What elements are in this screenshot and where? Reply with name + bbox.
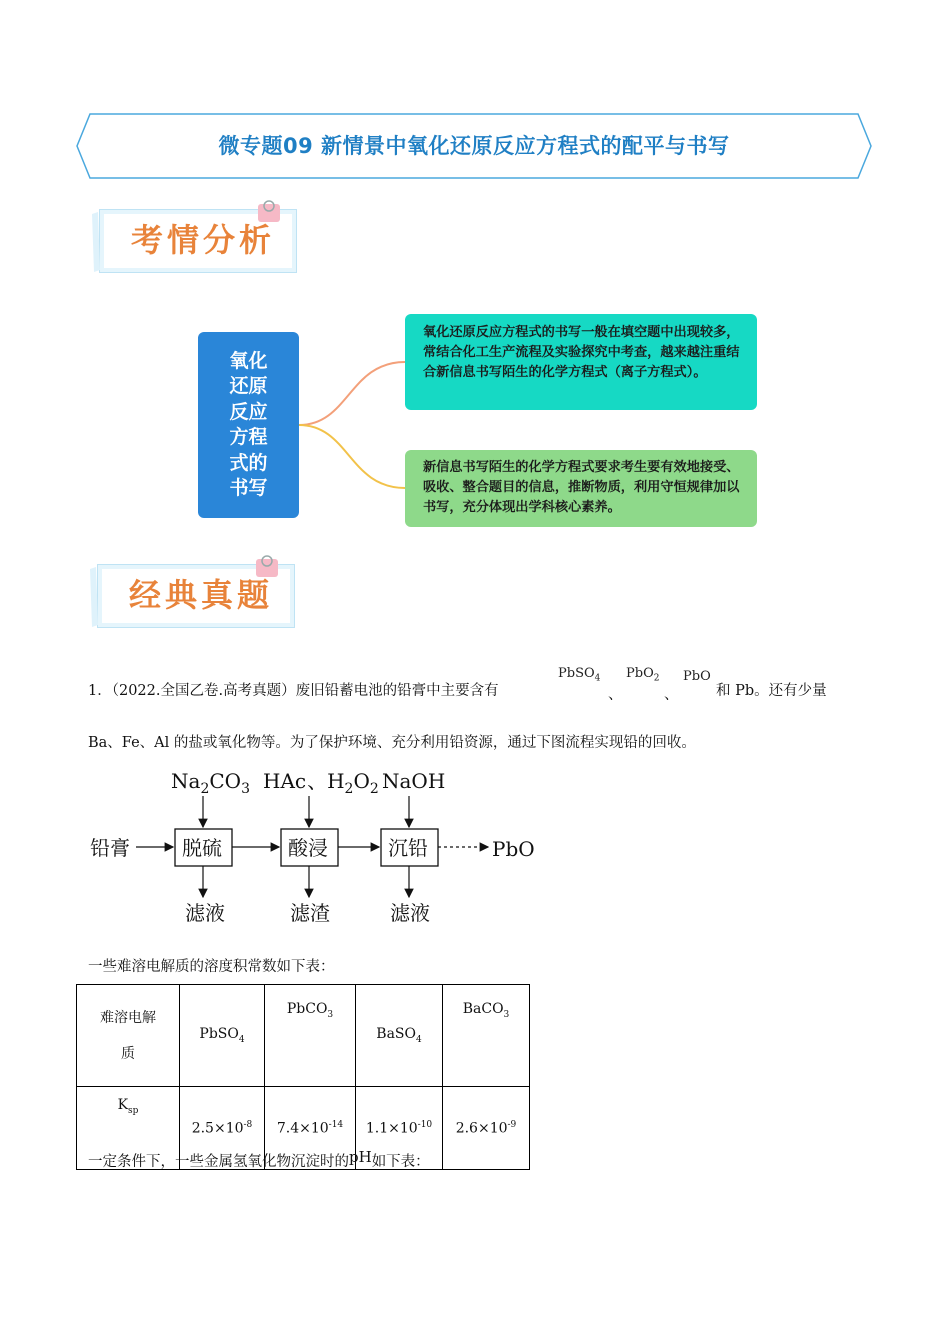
separator: 、	[608, 687, 623, 703]
question-1-line-2: Ba、Fe、Al 的盐或氧化物等。为了保护环境、充分利用铅资源，通过下图流程实现铅的回收。	[88, 735, 696, 751]
table-row-label: $K_{sp}$	[77, 1087, 180, 1170]
mindmap-branch-2: 新信息书写陌生的化学方程式要求考生要有效地接受、吸收、整合题目的信息，推断物质，利用守恒规律加以书写，充分体现出学科核心素养。	[405, 450, 757, 527]
step-label-3: 沉铅	[388, 836, 428, 860]
separator: 、	[664, 687, 679, 703]
table-intro: 一些难溶电解质的溶度积常数如下表：	[88, 959, 335, 975]
reagent-na2co3: $Na_2CO_3$	[171, 769, 250, 797]
mindmap-center-label: 氧化还原反应方程式的书写	[229, 349, 268, 499]
question-1-line-1-tail: 和 Pb。还有少量	[716, 683, 827, 699]
section-tag-exam-label: 经典真题	[128, 576, 273, 614]
step-label-1: 脱硫	[182, 836, 222, 860]
step-label-2: 酸浸	[288, 836, 328, 860]
formula-pbo2: PbO$_2$	[626, 666, 660, 684]
reagent-hac-h2o2: HAc、$H_2O_2$	[263, 769, 379, 797]
formula-pbo: PbO	[683, 669, 711, 684]
section-tag-analysis-label: 考情分析	[130, 221, 275, 259]
waste-2: 滤渣	[290, 901, 330, 925]
process-flow-diagram	[88, 763, 538, 933]
mindmap-center	[198, 332, 299, 518]
waste-3: 滤液	[390, 901, 430, 925]
section-tag-analysis	[88, 200, 306, 278]
formula-pbso4: PbSO$_4$	[558, 666, 601, 684]
table-header-label: 难溶电解 质	[77, 985, 180, 1087]
question-source: （2022.全国乙卷.高考真题）废旧铅蓄电池的铅膏中主要含有	[111, 683, 499, 699]
question-1-line-1	[88, 679, 499, 700]
table-cell: BaSO$_4$	[356, 985, 443, 1087]
page-title: 微专题09 新情景中氧化还原反应方程式的配平与书写	[218, 134, 730, 158]
footer-line: 一定条件下，一些金属氢氧化物沉淀时的pH如下表：	[88, 1148, 430, 1170]
ksp-table	[76, 984, 530, 1170]
flow-product: PbO	[492, 837, 535, 861]
mindmap-connectors	[299, 350, 407, 510]
header-banner	[76, 113, 872, 179]
table-cell: $1.1\times 10^{-10}$	[356, 1087, 443, 1170]
table-cell: $7.4\times 10^{-14}$	[265, 1087, 356, 1170]
mindmap-branch-1: 氧化还原反应方程式的书写一般在填空题中出现较多，常结合化工生产流程及实验探究中考查，越来越注重结合新信息书写陌生的化学方程式（离子方程式）。	[405, 314, 757, 410]
table-cell: PbCO$_3$	[265, 985, 356, 1087]
question-number: 1．	[88, 683, 112, 699]
table-cell: PbSO$_4$	[180, 985, 265, 1087]
flow-input: 铅膏	[90, 836, 130, 860]
section-tag-exam	[86, 555, 304, 633]
table-cell: $2.6\times 10^{-9}$	[443, 1087, 530, 1170]
table-cell: $2.5\times 10^{-8}$	[180, 1087, 265, 1170]
table-row	[77, 985, 530, 1087]
reagent-naoh: NaOH	[382, 769, 446, 793]
ph-symbol: pH	[349, 1148, 372, 1166]
table-cell: BaCO$_3$	[443, 985, 530, 1087]
waste-1: 滤液	[185, 901, 225, 925]
